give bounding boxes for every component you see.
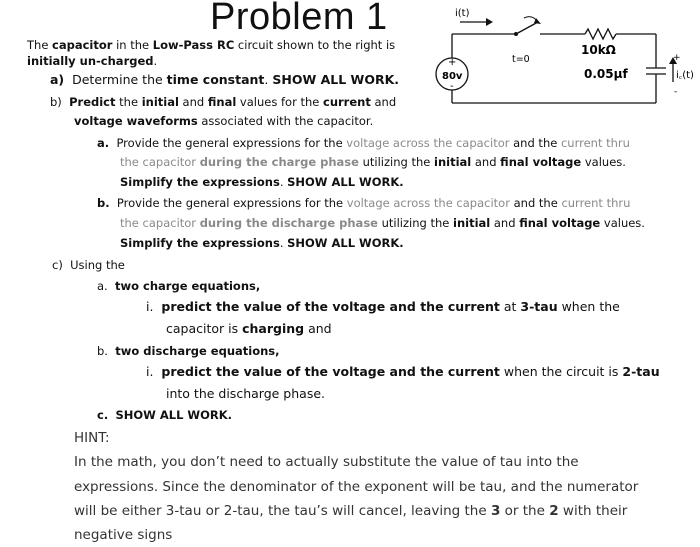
cap-current-label: i꜀(t) [676,70,694,81]
part-c: c) Using the [52,258,125,272]
intro-line-2: initially un-charged. [27,54,158,68]
hint-line-4: negative signs [74,527,173,543]
hint-line-2: expressions. Since the denominator of the exponent will be tau, and the numerator [74,479,639,495]
item-cb-line-2: into the discharge phase. [166,386,325,401]
hint-line-3: will be either 3-tau or 2-tau, the tau’s will cancel, leaving the 3 or the 2 with their [74,503,628,519]
rc-circuit-diagram [420,0,695,110]
resistor-label: 10kΩ [581,43,616,57]
intro-line-1: The capacitor in the Low-Pass RC circuit shown to the right is [27,38,396,52]
part-b-line-2: voltage waveforms associated with the capacitor. [74,114,374,128]
part-b-line-1: b) Predict the initial and final values for the current and [50,95,397,109]
item-ba-line-2: the capacitor during the charge phase utilizing the initial and final voltage values. [120,155,626,169]
item-ca-line-1: i. predict the value of the voltage and the current at 3-tau when the [146,299,620,314]
item-bb-line-3: Simplify the expressions. SHOW ALL WORK. [120,236,404,250]
item-ba-line-3: Simplify the expressions. SHOW ALL WORK. [120,175,404,189]
switch-label: t=0 [512,54,530,65]
item-ca-line-2: capacitor is charging and [166,321,332,336]
resistor-symbol [585,29,616,39]
cap-plus: + [673,53,681,63]
current-label: i(t) [455,8,470,19]
hint-label: HINT: [74,430,110,446]
current-arrow-head [486,18,493,26]
part-a: a) Determine the time constant. SHOW ALL WORK. [50,72,400,87]
item-cc: c. SHOW ALL WORK. [97,408,233,422]
item-ba-line-1: a. Provide the general expressions for the voltage across the capacitor and the current thru [97,136,630,150]
source-label: 80v [442,71,463,82]
item-ca-label: a. two charge equations, [97,279,261,293]
switch-blade [516,22,538,34]
item-cb-line-1: i. predict the value of the voltage and the current when the circuit is 2-tau [146,364,660,379]
switch-pivot [514,32,518,36]
item-cb-label: b. two discharge equations, [97,344,280,358]
page-title: Problem 1 [210,0,388,38]
source-minus: - [450,81,454,92]
capacitor-label: 0.05µf [584,67,628,81]
hint-line-1: In the math, you don’t need to actually substitute the value of tau into the [74,454,579,470]
source-plus: + [448,57,457,68]
item-bb-line-1: b. Provide the general expressions for the voltage across the capacitor and the current thru [97,196,631,210]
cap-minus: - [674,87,678,97]
item-bb-line-2: the capacitor during the discharge phase utilizing the initial and final voltage values. [120,216,645,230]
